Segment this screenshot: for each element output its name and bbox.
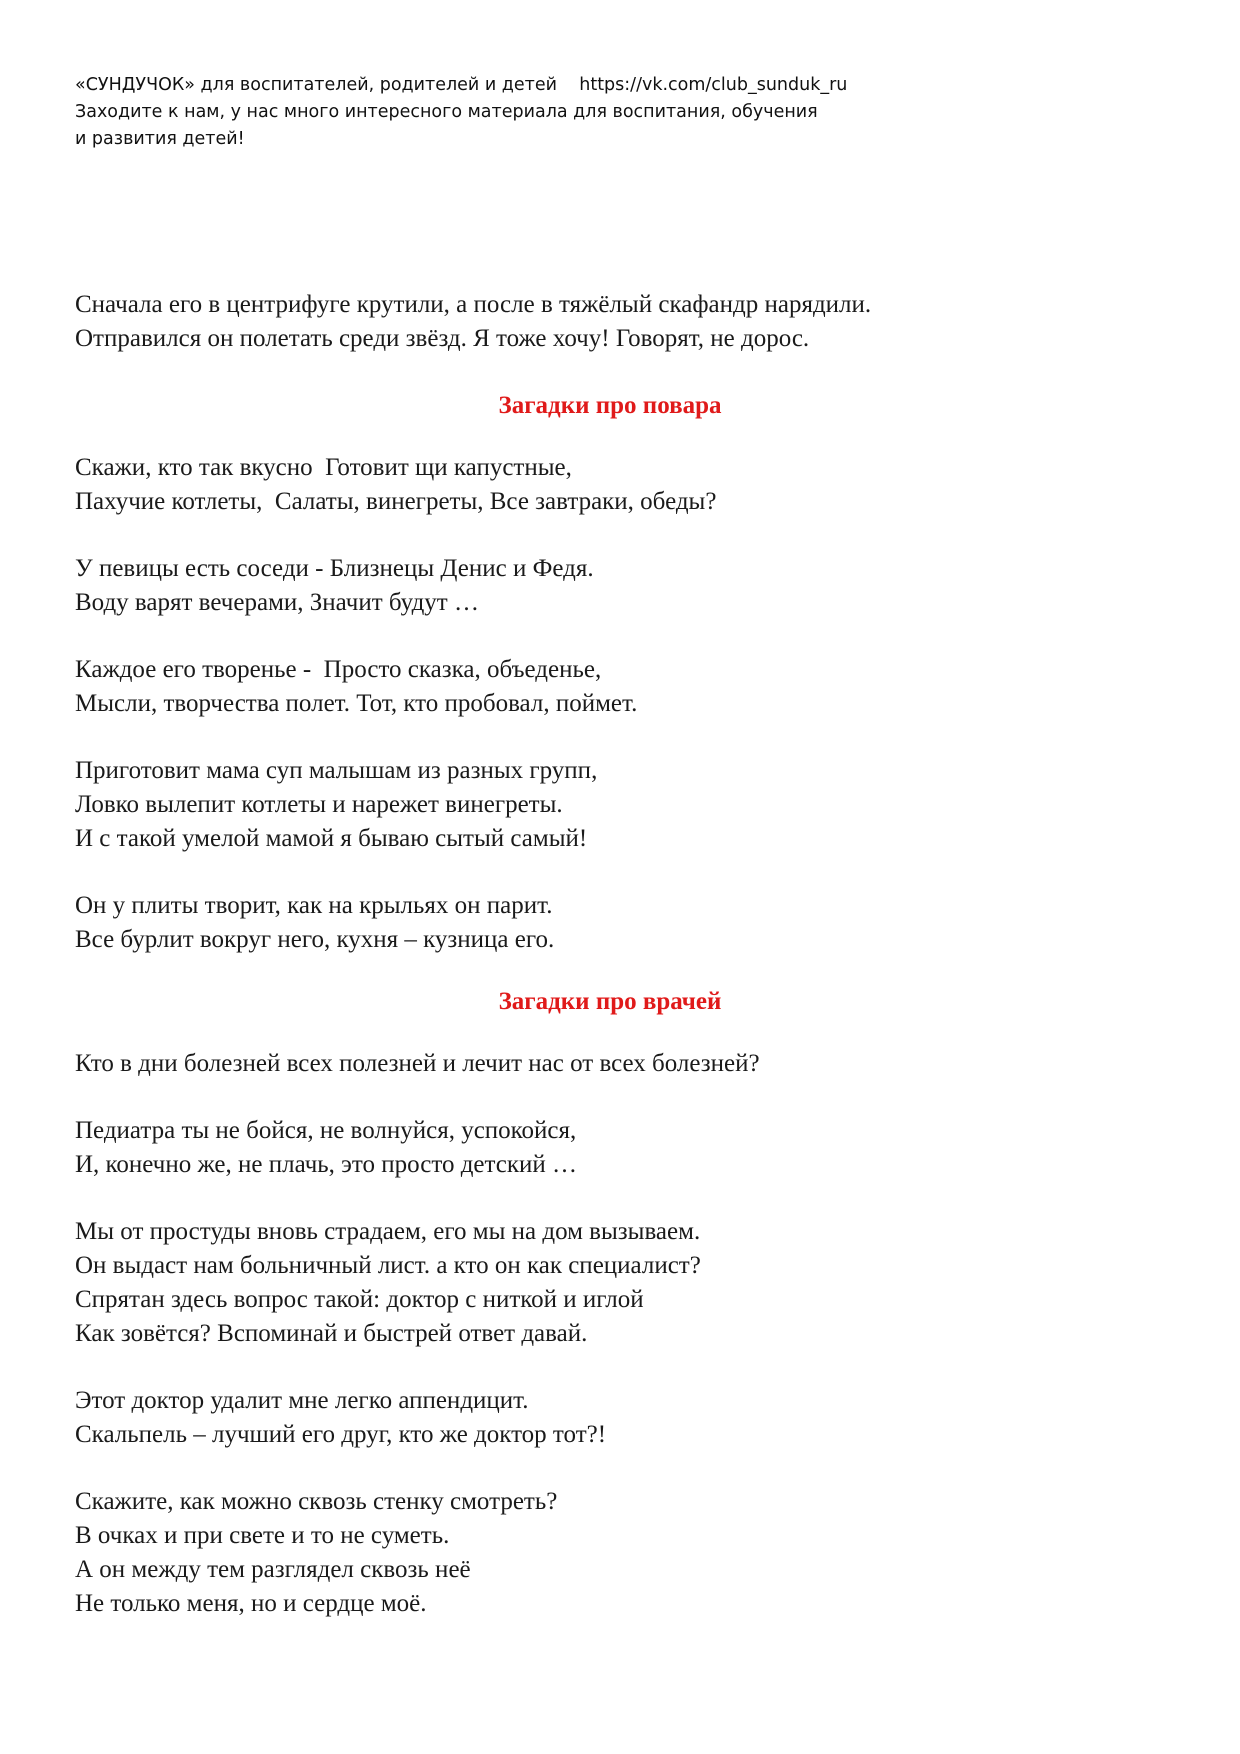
- riddle-line: Педиатра ты не бойся, не волнуйся, успокойся,: [75, 1117, 577, 1144]
- doctor-riddle-3: [75, 1215, 1175, 1351]
- riddle-line: Отправился он полетать среди звёзд. Я тоже хочу! Говорят, не дорос.: [75, 325, 810, 352]
- page-header: [75, 72, 847, 153]
- riddle-line: Не только меня, но и сердце моё.: [75, 1590, 427, 1617]
- cook-riddle-3: [75, 653, 1175, 721]
- riddle-line: Спрятан здесь вопрос такой: доктор с ниткой и иглой: [75, 1286, 644, 1313]
- section-title-cooks: Загадки про повара: [498, 392, 722, 419]
- doctor-riddle-4: [75, 1384, 1175, 1452]
- riddle-line: Ловко вылепит котлеты и нарежет винегреты.: [75, 791, 563, 818]
- section-title-doctors: Загадки про врачей: [498, 988, 722, 1015]
- riddle-line: Мысли, творчества полет. Тот, кто пробовал, поймет.: [75, 690, 638, 717]
- header-invite-line-continued: и развития детей!: [75, 129, 245, 149]
- document-body: [75, 288, 1175, 1654]
- doctor-riddle-2: [75, 1114, 1175, 1182]
- doctor-riddle-1: [75, 1047, 1175, 1081]
- riddle-line: Каждое его творенье - Просто сказка, объеденье,: [75, 656, 602, 683]
- riddle-line: Скажи, кто так вкусно Готовит щи капустные,: [75, 454, 572, 481]
- riddle-line: Приготовит мама суп малышам из разных групп,: [75, 757, 598, 784]
- cook-riddle-2: [75, 552, 1175, 620]
- intro-riddle: [75, 288, 1175, 356]
- doctor-riddle-5: [75, 1485, 1175, 1621]
- header-title-line: «СУНДУЧОК» для воспитателей, родителей и детей https://vk.com/club_sunduk_ru: [75, 75, 848, 95]
- riddle-line: Скажите, как можно сквозь стенку смотреть?: [75, 1488, 558, 1515]
- riddle-line: Он у плиты творит, как на крыльях он парит.: [75, 892, 553, 919]
- riddle-line: Он выдаст нам больничный лист. а кто он как специалист?: [75, 1252, 701, 1279]
- cook-riddle-4: [75, 754, 1175, 856]
- riddle-line: Этот доктор удалит мне легко аппендицит.: [75, 1387, 529, 1414]
- riddle-line: Пахучие котлеты, Салаты, винегреты, Все завтраки, обеды?: [75, 488, 717, 515]
- riddle-line: У певицы есть соседи - Близнецы Денис и Федя.: [75, 555, 594, 582]
- riddle-line: И, конечно же, не плачь, это просто детский …: [75, 1151, 577, 1178]
- riddle-line: Все бурлит вокруг него, кухня – кузница его.: [75, 926, 555, 953]
- riddle-line: Кто в дни болезней всех полезней и лечит нас от всех болезней?: [75, 1050, 760, 1077]
- riddle-line: В очках и при свете и то не суметь.: [75, 1522, 450, 1549]
- header-invite-line: Заходите к нам, у нас много интересного материала для воспитания, обучения: [75, 102, 818, 122]
- cook-riddle-5: [75, 889, 1175, 957]
- riddle-line: Мы от простуды вновь страдаем, его мы на дом вызываем.: [75, 1218, 701, 1245]
- riddle-line: Как зовётся? Вспоминай и быстрей ответ давай.: [75, 1320, 588, 1347]
- riddle-line: Воду варят вечерами, Значит будут …: [75, 589, 479, 616]
- cook-riddle-1: [75, 451, 1175, 519]
- riddle-line: А он между тем разглядел сквозь неё: [75, 1556, 471, 1583]
- riddle-line: Сначала его в центрифуге крутили, а после в тяжёлый скафандр нарядили.: [75, 291, 872, 318]
- riddle-line: И с такой умелой мамой я бываю сытый самый!: [75, 825, 588, 852]
- riddle-line: Скальпель – лучший его друг, кто же доктор тот?!: [75, 1421, 607, 1448]
